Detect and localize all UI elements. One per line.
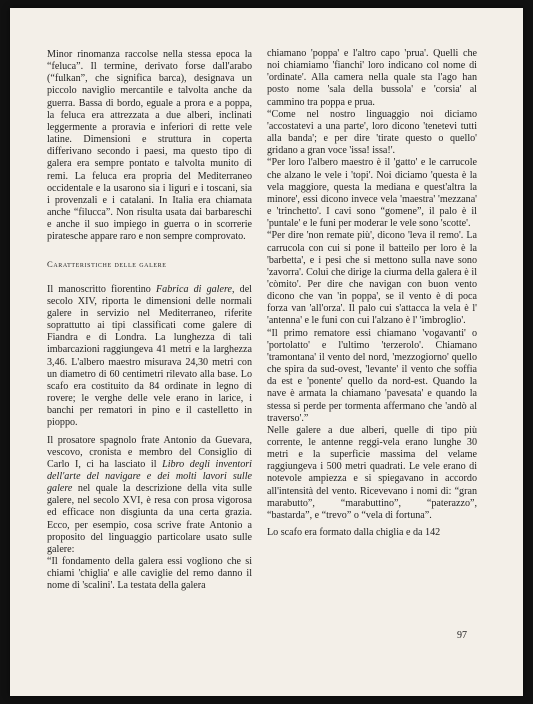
- right-column: [267, 48, 477, 539]
- paragraph-poppa: chiamano 'poppa' e l'altro capo 'prua'. Quelli che noi chiamiamo 'fianchi' loro indicano col nome di 'ordinate'. Alla camera nella quale sta l'ago han posto nome 'sala della bussola' e 'corsia' al cammino tra poppa e prua.: [267, 48, 477, 108]
- paragraph-feluca: Minor rinomanza raccolse nella stessa epoca la “feluca”. Il termine, derivato forse dall'arabo (“fulkan”, che significa barca), designava un piccolo naviglio mercantile e talvolta anche da guerra. Bassa di bordo, eguale a prora e a poppa, la feluca era attrezzata a due alberi, inclinati leggermente a proravia e inferiori di rette vele latine. Dimensioni e struttura in coperta differivano secondo i paesi, ma questo tipo di galera era sempre pontato e talvolta munito di remi. La feluca era propria del Mediterraneo occidentale e la usarono sia i liguri e i toscani, sia i provenzali e i catalani. In Italia era chiamata anche “filucca”. Non risulta usata dai barbareschi e anche il suo impiego in guerra o in scorrerie piratesche appare raro e non sempre comprovato.: [47, 49, 252, 243]
- paragraph-rematore: “Il primo rematore essi chiamano 'vogavanti' o 'portolatto' e l'ultimo 'terzerolo'. Chiamano 'tramontana' il vento del nord, 'mezzogiorno' quello che spira da sud-ovest, 'levante' il vento che soffia da est e 'ponente' quello da nord-est. Quando la nave è armata la chiamano 'pavesata' e quando la stessa si perde per tormenta affermano che 'andò al traverso'.”: [267, 327, 477, 424]
- book-title: Fabrica di galere: [155, 283, 233, 295]
- paragraph-quote-start: “Il fondamento della galera essi vogliono che si chiami 'chiglia' e alle caviglie del remo danno il nome di 'scalini'. La testata della galera: [47, 556, 252, 592]
- text-run: , del secolo XIV, riporta le dimensioni delle normali galere in servizio nel Mediterraneo, riferite soprattutto ai tipi classificati come galere di Fiandra e di Londra. La lunghezza di tali imbarcazioni raggiungeva 41 metri e la larghezza 3,46. L'albero maestro misurava 24,30 metri con un diametro di 60 centimetri rilevato alla base. Lo scafo era costituito da 84 ordinate in legno di rovere; le verghe delle vele erano in larice, i banchi per rematori in pino e il castelletto in pioppo.: [47, 283, 252, 429]
- book-title: Libro degli inventori dell'arte del navigare e dei molti lavori sulle galere: [47, 458, 252, 495]
- page-number: 97: [457, 630, 467, 641]
- left-column: [47, 49, 252, 593]
- text-run: Il prosatore spagnolo frate Antonio da Guevara, vescovo, cronista e membro del Consiglio di Carlo I, ci ha lasciato il: [47, 434, 252, 470]
- paragraph-galere-due-alberi: Nelle galere a due alberi, quelle di tipo più corrente, le antenne reggi-vela erano lunghe 30 metri e la superficie massima del velame raggiungeva i 500 metri quadrati. Le vele erano di notevole ampiezza e si spiegavano in accordo all'intensità del vento. Ricevevano i nomi di: “gran marabutto”, “marabuttino”, “paterazzo”, “bastarda”, e “trevo” o “vela di fortuna”.: [267, 424, 477, 521]
- paragraph-scafo: Lo scafo era formato dalla chiglia e da 142: [267, 527, 441, 539]
- text-run: Il manoscritto fiorentino: [47, 283, 156, 295]
- paragraph-guevara: [47, 435, 252, 557]
- paragraph-remo: “Per dire 'non remate più', dicono 'leva il remo'. La carrucola con cui si pone il batteilo per loro è la 'barbetta', e i pesi che si mettono sulla nave sono 'zavorra'. Colui che dirige la ciurma della galera è il 'còmito'. Per dire che navigan con buon vento dicono che van 'in poppa', se il vento è di poca forza van 'all'orza'. Il palo cui s'attacca la vela è l' 'antenna' e le funi con cui l'alzano è l' 'imbroglio'.: [267, 230, 477, 327]
- text-run: nel quale la descrizione della vita sulle galere, nel secolo XVI, è resa con prosa vigorosa ed efficace non disgiunta da una certa grazia. Ecco, per esempio, cosa scrive frate Antonio a proposito del linguaggio particolare usato sulle galere:: [47, 483, 252, 555]
- paragraph-fabrica: [47, 284, 252, 430]
- section-heading: Caratteristiche delle galere: [47, 258, 167, 269]
- book-page: [10, 8, 523, 696]
- paragraph-albero: “Per loro l'albero maestro è il 'gatto' e le carrucole che alzano le vele i 'topi'. Noi diciamo 'questa è la vela maggiore, questa la mediana e quest'altra la minore', essi dicono invece vela 'maestra' 'mezzana' e 'trinchetto'. I cavi sono “gomene”, il palo è il 'puntale' e le funi per moderar le vele sono 'scotte'.: [267, 157, 477, 230]
- paragraph-linguaggio: “Come nel nostro linguaggio noi diciamo 'accostatevi a una parte', loro dicono 'tenetevi tutti alla banda'; e per dire 'tirate questo o quello' gridano a gran voce 'issa! issa!'.: [267, 108, 477, 157]
